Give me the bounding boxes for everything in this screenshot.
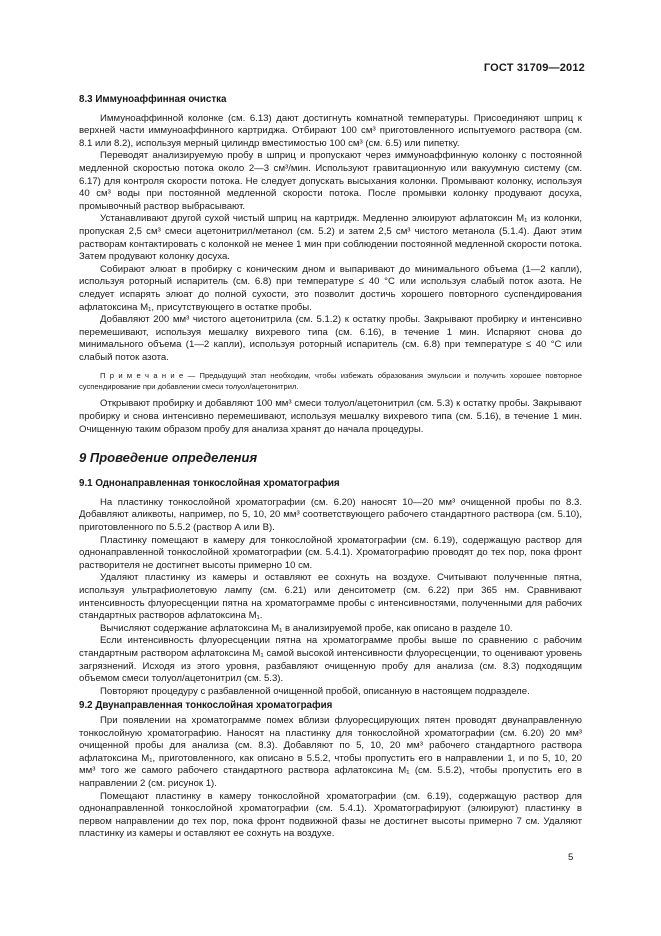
body-paragraph: Собирают элюат в пробирку с коническим дном и выпаривают до минимального объема (1—2 капли), используя роторный испаритель (см. 6.8) при температуре ≤ 40 °С или используя слабый поток азота. Не следует испарять элюат до полной сухости, это позволит достичь хорошего повторного суспендирования афлатоксина M₁, присутствующего в остатке пробы. xyxy=(79,263,582,313)
document-body xyxy=(79,94,582,841)
section-heading: 9.2 Двунаправленная тонкослойная хроматография xyxy=(79,700,333,712)
body-paragraph: Пластинку помещают в камеру для тонкослойной хроматографии (см. 6.19), содержащую раствор для однонаправленной тонкослойной хроматографии (см. 5.4.1). Хроматографию проводят до тех пор, пока фронт растворителя не достигнет высоты примерно 10 см. xyxy=(79,534,582,571)
section-heading: 8.3 Иммуноаффинная очистка xyxy=(79,94,227,105)
body-paragraph: На пластинку тонкослойной хроматографии (см. 6.20) наносят 10—20 мм³ очищенной пробы по 8.3. Добавляют аликвоты, например, по 5, 10, 20 мм³ соответствующего рабочего стандартного раствора (см. 5.10), приготовленного по 5.5.2 (раствор А или В). xyxy=(79,496,582,534)
body-paragraph: Вычисляют содержание афлатоксина M₁ в анализируемой пробе, как описано в разделе 10. xyxy=(100,622,513,634)
body-paragraph: При появлении на хроматограмме помех вблизи флуоресцирующих пятен проводят двунаправленную тонкослойную хроматографию. Наносят на пластинку для тонкослойной хроматографии (см. 6.20) 20 мм³ очищенной пробы для анализа (см. 8.3). Добавляют по 5, 10, 20 мм³ рабочего стандартного раствора афлатоксина M₁, приготовленного, как описано в 5.5.2, чтобы пропустить его в направлении 1, и по 5, 10, 20 мм³ того же самого рабочего стандартного раствора афлатоксина M₁ (см. 5.5.2), чтобы пропустить его в направлении 2 (см. рисунок 1). xyxy=(79,714,582,789)
body-paragraph: Иммуноаффинной колонке (см. 6.13) дают достигнуть комнатной температуры. Присоединяют шприц к верхней части иммуноаффинного картриджа. Отбирают 100 см³ приготовленного испытуемого раствора (см. 8.1 или 8.2), используя мерный цилиндр вместимостью 100 см³ (см. 6.5) или пипетку. xyxy=(79,112,582,149)
body-paragraph: Повторяют процедуру с разбавленной очищенной пробой, описанную в настоящем подразделе. xyxy=(100,685,530,697)
section-heading: 9 Проведение определения xyxy=(79,450,258,466)
body-paragraph: Удаляют пластинку из камеры и оставляют ее сохнуть на воздухе. Считывают полученные пятна, используя ультрафиолетовую лампу (см. 6.21) или денситометр (см. 6.22) при 365 нм. Сравнивают интенсивность флуоресценции пятна на хроматограмме пробы с интенсивностями, полученными для рабочих стандартных растворов афлатоксина M₁. xyxy=(79,572,582,622)
body-paragraph: Переводят анализируемую пробу в шприц и пропускают через иммуноаффинную колонку с постоянной медленной скоростью потока около 2—3 см³/мин. Используют гравитационную или вакуумную систему (см. 6.17) для контроля скорости потока. Не следует допускать высыхания колонки. Промывают колонку, используя 40 см³ воды при постоянной медленной скорости потока. После промывки колонку продувают досуха, промывочный раствор выбрасывают. xyxy=(79,150,582,212)
body-paragraph: Устанавливают другой сухой чистый шприц на картридж. Медленно элюируют афлатоксин M₁ из колонки, пропуская 2,5 см³ смеси ацетонитрил/метанол (см. 5.2) и затем 2,5 см³ чистого метанола (5.1.4). Дают этим растворам контактировать с колонкой не менее 1 мин при соблюдении постоянной медленной скорости потока. Затем продувают колонку досуха. xyxy=(79,213,582,263)
page-number: 5 xyxy=(568,852,574,863)
section-heading: 9.1 Однонаправленная тонкослойная хроматография xyxy=(79,478,340,490)
note-paragraph: П р и м е ч а н и е — Предыдущий этап необходим, чтобы избежать образования эмульсии и получить хорошее повторное суспендирование при добавлении смеси толуол/ацетонитрил. xyxy=(79,371,582,392)
body-paragraph: Открывают пробирку и добавляют 100 мм³ смеси толуол/ацетонитрил (см. 5.3) к остатку пробы. Закрывают пробирку и снова интенсивно перемешивают, используя мешалку вихревого типа (см. 5.16), в течение 1 мин. Очищенную таким образом пробу для анализа хранят до начала процедуры. xyxy=(79,398,582,435)
body-paragraph: Помещают пластинку в камеру тонкослойной хроматографии (см. 6.19), содержащую раствор для однонаправленной тонкослойной хроматографии (см. 5.4.1). Хроматографируют (элюируют) пластинку в первом направлении до тех пор, пока фронт подвижной фазы не достигнет высоты примерно 7 см. Удаляют пластинку из камеры и оставляют ее сохнуть на воздухе. xyxy=(79,790,582,840)
body-paragraph: Если интенсивность флуоресценции пятна на хроматограмме пробы выше по сравнению с рабочим стандартным раствором афлатоксина M₁ самой высокой интенсивности флуоресценции, то оценивают уровень загрязнений. Исходя из этого уровня, разбавляют очищенную пробу для анализа (см. 8.3) подходящим объемом смеси толуол/ацетонитрил (см. 5.3). xyxy=(79,635,582,685)
document-header: ГОСТ 31709—2012 xyxy=(483,62,585,74)
body-paragraph: Добавляют 200 мм³ чистого ацетонитрила (см. 5.1.2) к остатку пробы. Закрывают пробирку и интенсивно перемешивают, используя мешалку вихревого типа (см. 6.16), в течение 1 мин. Испаряют снова до минимального объема (1—2 капли), используя роторный испаритель (см. 6.8) при температуре ≤ 40 °С или слабый поток азота. xyxy=(79,314,582,363)
